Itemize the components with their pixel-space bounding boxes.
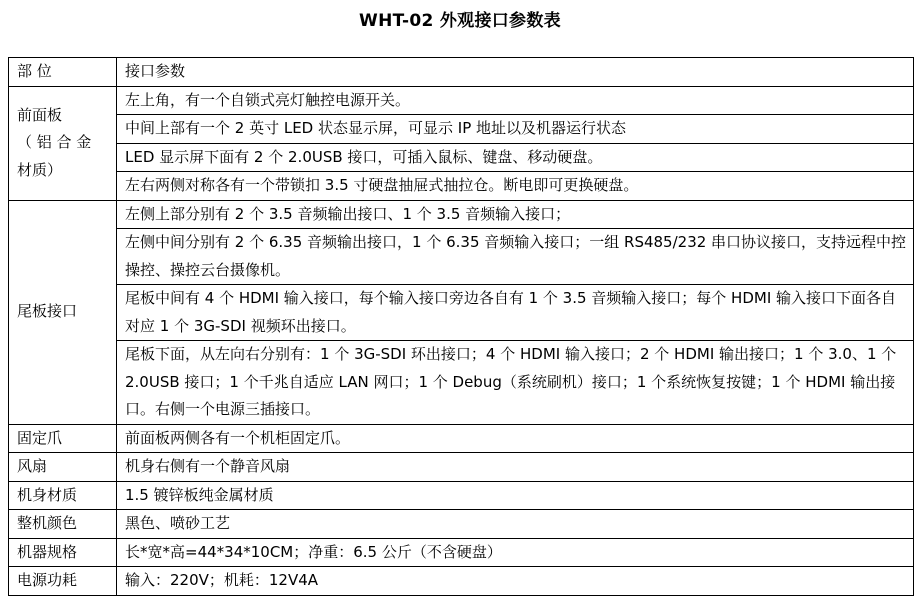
row-value: 1.5 镀锌板纯金属材质 <box>117 481 914 510</box>
table-row <box>9 453 914 482</box>
rear-panel-item: 左侧上部分别有 2 个 3.5 音频输出接口、1 个 3.5 音频输入接口； <box>117 200 914 229</box>
row-value: 长*宽*高=44*34*10CM；净重：6.5 公斤（不含硬盘） <box>117 538 914 567</box>
table-row <box>9 341 914 425</box>
table-row <box>9 229 914 285</box>
row-label: 整机颜色 <box>9 510 117 539</box>
front-panel-item: LED 显示屏下面有 2 个 2.0USB 接口，可插入鼠标、键盘、移动硬盘。 <box>117 143 914 172</box>
table-row <box>9 567 914 596</box>
row-label: 机器规格 <box>9 538 117 567</box>
front-panel-item: 左右两侧对称各有一个带锁扣 3.5 寸硬盘抽屉式抽拉仓。断电即可更换硬盘。 <box>117 172 914 201</box>
table-row <box>9 285 914 341</box>
spec-table <box>8 57 914 596</box>
row-label: 固定爪 <box>9 424 117 453</box>
row-label: 风扇 <box>9 453 117 482</box>
table-row <box>9 143 914 172</box>
header-cell-part: 部 位 <box>9 58 117 87</box>
rear-panel-label: 尾板接口 <box>9 200 117 424</box>
table-row <box>9 115 914 144</box>
row-label: 电源功耗 <box>9 567 117 596</box>
row-label: 机身材质 <box>9 481 117 510</box>
table-row <box>9 424 914 453</box>
table-row <box>9 200 914 229</box>
table-header-row <box>9 58 914 87</box>
table-row <box>9 481 914 510</box>
page-title: WHT-02 外观接口参数表 <box>359 11 561 31</box>
rear-panel-item: 左侧中间分别有 2 个 6.35 音频输出接口，1 个 6.35 音频输入接口；一组 RS485/232 串口协议接口，支持远程中控操控、操控云台摄像机。 <box>117 229 914 285</box>
row-value: 机身右侧有一个静音风扇 <box>117 453 914 482</box>
row-value: 黑色、喷砂工艺 <box>117 510 914 539</box>
table-row <box>9 172 914 201</box>
table-row <box>9 538 914 567</box>
front-panel-item: 中间上部有一个 2 英寸 LED 状态显示屏，可显示 IP 地址以及机器运行状态 <box>117 115 914 144</box>
front-panel-item: 左上角，有一个自锁式亮灯触控电源开关。 <box>117 86 914 115</box>
rear-panel-item: 尾板下面，从左向右分别有：1 个 3G-SDI 环出接口；4 个 HDMI 输入接口；2 个 HDMI 输出接口；1 个 3.0、1 个 2.0USB 接口；1 个千兆自适应 LAN 网口；1 个 Debug（系统刷机）接口；1 个系统恢复按键；1 个 HDMI 输出接口。右侧一个电源三插接口。 <box>117 341 914 425</box>
row-value: 输入：220V；机耗：12V4A <box>117 567 914 596</box>
table-row <box>9 86 914 115</box>
header-cell-params: 接口参数 <box>117 58 914 87</box>
front-panel-label: 前面板 （ 铝 合 金 材质） <box>9 86 117 200</box>
row-value: 前面板两侧各有一个机柜固定爪。 <box>117 424 914 453</box>
rear-panel-item: 尾板中间有 4 个 HDMI 输入接口，每个输入接口旁边各自有 1 个 3.5 音频输入接口；每个 HDMI 输入接口下面各自对应 1 个 3G-SDI 视频环出接口。 <box>117 285 914 341</box>
table-row <box>9 510 914 539</box>
